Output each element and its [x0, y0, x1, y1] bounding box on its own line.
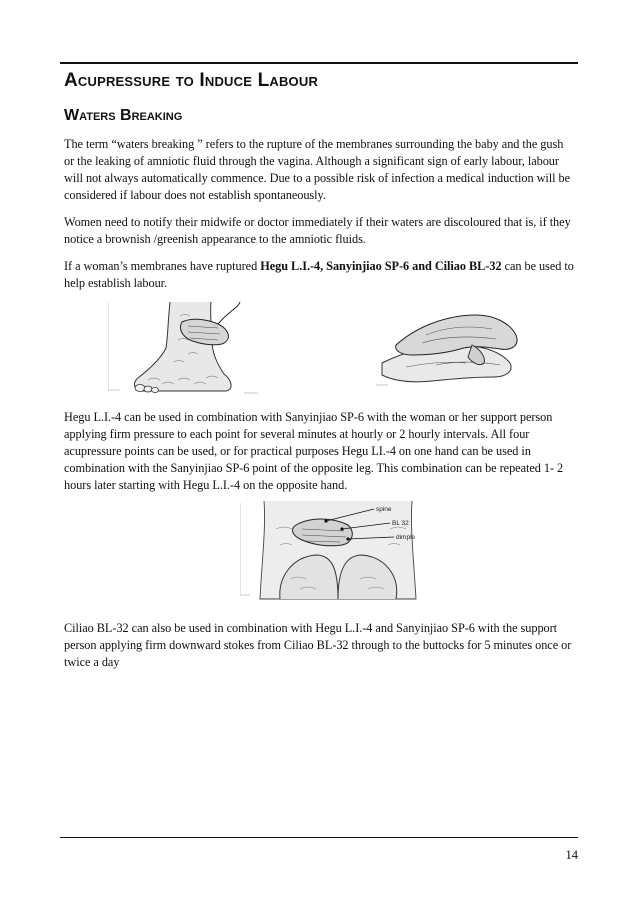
points-intro-bold: Hegu L.I.-4, Sanyinjiao SP-6 and Ciliao BL-32: [260, 259, 502, 273]
points-intro-tail: can be used to help establish labour.: [64, 259, 574, 290]
paragraph-points-intro: [64, 258, 574, 292]
label-dimple: dimple: [396, 534, 416, 541]
section-heading: Waters Breaking: [64, 107, 183, 124]
footer-rule: [60, 837, 578, 838]
paragraph-ciliao-combination: Ciliao BL-32 can also be used in combination with Hegu L.I.-4 and Sanyinjiao SP-6 with the support person applying firm downward stokes from Ciliao BL-32 through to the buttocks for 5 minutes once or twice a day: [64, 621, 572, 669]
ankle-acupressure-illustration: [108, 300, 258, 396]
page-title: Acupressure to Induce Labour: [64, 70, 319, 91]
hand-acupressure-illustration: [376, 305, 526, 393]
page-number: 14: [565, 848, 578, 862]
paragraph-waters-breaking-definition: The term “waters breaking ” refers to the rupture of the membranes surrounding the baby and the gush or the leaking of amniotic fluid through the vagina. Although a significant sign of early labour, labour will not always automatically commence. Due to a possible risk of infection a medical induction will be considered if labour does not establish spontaneously.: [64, 137, 571, 202]
header-rule: [60, 62, 578, 64]
paragraph-notify-midwife: Women need to notify their midwife or doctor immediately if their waters are discoloured that is, if they notice a brownish /greenish appearance to the amniotic fluids.: [64, 215, 571, 246]
label-spine: spine: [376, 506, 392, 513]
paragraph-hegu-sanyinjiao-combination: Hegu L.I.-4 can be used in combination with Sanyinjiao SP-6 with the woman or her support person applying firm pressure to each point for several minutes at hourly or 2 hourly intervals. All four acupressure points can be used, or for practical purposes Hegu LI.-4 on one hand can be used in combination with the Sanyinjiao SP-6 point of the opposite leg. This combination can be repeated 1- 2 hours later starting with Hegu L.I.-4 on the opposite hand.: [64, 410, 564, 492]
points-intro-lead: If a woman’s membranes have ruptured: [64, 259, 261, 273]
label-bl32: BL 32: [392, 520, 409, 527]
lower-back-ciliao-illustration: [240, 499, 472, 605]
